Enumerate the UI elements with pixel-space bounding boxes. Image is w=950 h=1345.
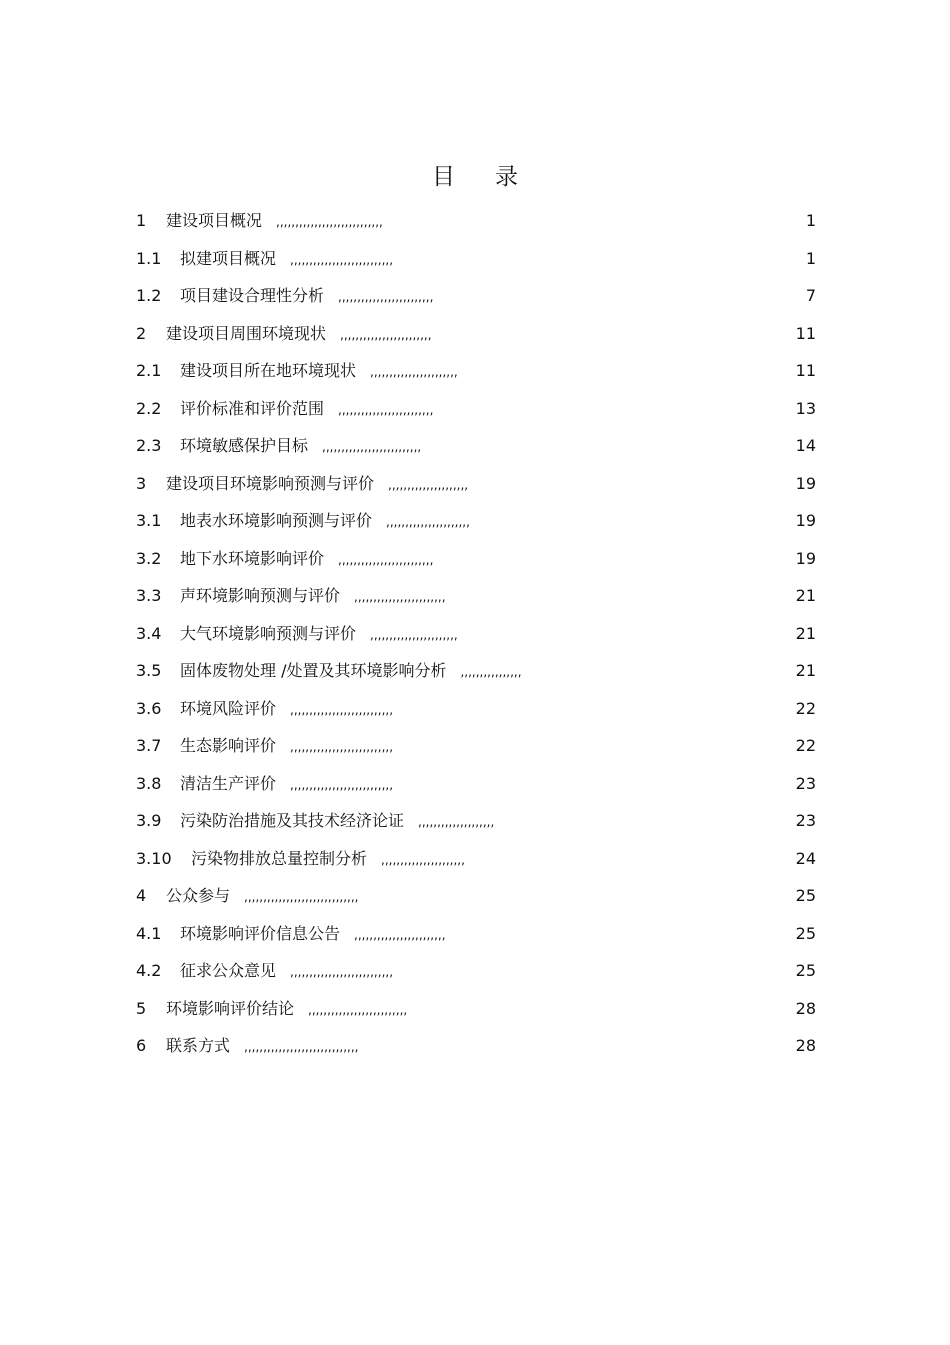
toc-entry-number: 3.9 [136, 811, 162, 830]
toc-list [0, 202, 950, 1065]
toc-entry-leader: ,,,,,,,,,,,,,,,,,,,,,,, [370, 627, 458, 642]
toc-entry-page: 19 [795, 548, 816, 568]
toc-entry-number: 3.7 [136, 736, 162, 755]
toc-entry-title: 声环境影响预测与评价 [180, 586, 341, 605]
toc-entry-leader: ,,,,,,,,,,,,,,,,,,,,,,,,,,, [290, 740, 394, 754]
toc-entry[interactable] [0, 540, 950, 578]
toc-entry[interactable] [0, 427, 950, 465]
toc-entry[interactable] [0, 802, 950, 840]
toc-entry-number: 3.2 [136, 548, 162, 568]
toc-entry[interactable] [0, 840, 950, 878]
toc-entry-page: 28 [795, 1036, 816, 1055]
toc-entry-leader: ,,,,,,,,,,,,,,,,,,,,,,,,,,, [290, 777, 394, 792]
toc-entry-title: 评价标准和评价范围 [180, 398, 325, 418]
toc-entry-title: 建设项目周围环境现状 [166, 323, 327, 343]
toc-entry-title: 建设项目所在地环境现状 [180, 361, 357, 380]
toc-entry[interactable] [0, 877, 950, 915]
toc-entry-leader: ,,,,,,,,,,,,,,,,,,,,, [388, 477, 469, 492]
toc-entry-page: 25 [795, 886, 816, 905]
toc-entry[interactable] [0, 277, 950, 315]
toc-entry-title: 污染物排放总量控制分析 [191, 848, 368, 868]
toc-entry-title: 大气环境影响预测与评价 [180, 623, 357, 643]
toc-entry-number: 3.10 [136, 848, 172, 868]
toc-entry-leader: ,,,,,,,,,,,,,,,,,,,,,,,,,,, [290, 252, 394, 267]
toc-entry-number: 4 [136, 886, 147, 905]
toc-entry[interactable] [0, 727, 950, 765]
toc-entry[interactable] [0, 352, 950, 390]
toc-entry-page: 21 [795, 623, 816, 643]
toc-entry-number: 2.3 [136, 436, 162, 455]
toc-heading-left: 目 [432, 164, 455, 190]
toc-entry-leader: ,,,,,,,,,,,,,,,,,,,,,,, [370, 365, 458, 379]
toc-entry[interactable] [0, 390, 950, 428]
toc-entry-page: 19 [795, 511, 816, 530]
toc-entry-page: 7 [805, 286, 816, 305]
toc-entry-title: 环境风险评价 [180, 698, 277, 718]
toc-entry-number: 3.3 [136, 586, 162, 605]
toc-entry-title: 地表水环境影响预测与评价 [180, 511, 373, 530]
toc-entry-leader: ,,,,,,,,,,,,,,,,,,,,,,,,,,, [290, 965, 394, 979]
toc-entry-title: 污染防治措施及其技术经济论证 [180, 811, 405, 830]
toc-entry-leader: ,,,,,,,,,,,,,,,,,,,,,,,,,,,, [276, 215, 383, 229]
toc-entry-page: 23 [795, 811, 816, 830]
toc-entry-title: 环境敏感保护目标 [180, 436, 309, 455]
toc-entry-page: 23 [795, 773, 816, 793]
toc-entry[interactable] [0, 577, 950, 615]
toc-entry[interactable] [0, 315, 950, 353]
toc-entry-title: 建设项目环境影响预测与评价 [166, 473, 375, 493]
toc-entry[interactable] [0, 690, 950, 728]
toc-entry-title: 建设项目概况 [166, 211, 263, 230]
toc-entry-title: 联系方式 [166, 1036, 231, 1055]
toc-entry-leader: ,,,,,,,,,,,,,,,, [460, 665, 522, 679]
toc-entry-page: 22 [795, 736, 816, 755]
toc-entry[interactable] [0, 1027, 950, 1065]
toc-entry-title: 清洁生产评价 [180, 773, 277, 793]
toc-entry[interactable] [0, 202, 950, 240]
toc-entry-number: 3.6 [136, 698, 162, 718]
toc-entry[interactable] [0, 990, 950, 1028]
toc-entry-leader: ,,,,,,,,,,,,,,,,,,,,,, [381, 852, 465, 867]
toc-entry-number: 5 [136, 998, 147, 1018]
toc-entry-page: 21 [795, 586, 816, 605]
toc-entry[interactable] [0, 765, 950, 803]
toc-entry-number: 2.1 [136, 361, 162, 380]
toc-entry-leader: ,,,,,,,,,,,,,,,,,,,,,,,,,,, [290, 702, 394, 717]
toc-entry-leader: ,,,,,,,,,,,,,,,,,,,,,,,, [354, 927, 446, 942]
toc-entry-title: 环境影响评价结论 [166, 998, 295, 1018]
toc-entry-leader: ,,,,,,,,,,,,,,,,,,,,,,,,, [338, 402, 434, 417]
toc-entry-page: 19 [795, 473, 816, 493]
toc-entry-leader: ,,,,,,,,,,,,,,,,,,,,,,,, [354, 590, 446, 604]
toc-entry-leader: ,,,,,,,,,,,,,,,,,,,,,,,,, [338, 290, 434, 304]
toc-entry[interactable] [0, 615, 950, 653]
toc-entry-number: 3.4 [136, 623, 162, 643]
toc-entry-leader: ,,,,,,,,,,,,,,,,,,,,,,,,,,,,,, [244, 1040, 359, 1054]
toc-entry-leader: ,,,,,,,,,,,,,,,,,,,,,,,,,, [322, 440, 422, 454]
toc-entry-number: 4.2 [136, 961, 162, 980]
toc-entry-number: 2.2 [136, 398, 162, 418]
toc-entry[interactable] [0, 240, 950, 278]
toc-entry-number: 3.5 [136, 661, 162, 680]
toc-entry-title: 征求公众意见 [180, 961, 277, 980]
toc-entry-title: 地下水环境影响评价 [180, 548, 325, 568]
toc-entry-page: 24 [795, 848, 816, 868]
toc-entry-page: 1 [805, 211, 816, 230]
toc-entry-page: 1 [805, 248, 816, 268]
toc-entry-page: 11 [795, 323, 816, 343]
toc-entry-title: 项目建设合理性分析 [180, 286, 325, 305]
toc-heading-right: 录 [495, 164, 518, 190]
toc-entry-leader: ,,,,,,,,,,,,,,,,,,,,,,,,,, [308, 1002, 408, 1017]
toc-entry[interactable] [0, 465, 950, 503]
toc-entry-number: 3 [136, 473, 147, 493]
toc-entry-number: 1 [136, 211, 147, 230]
toc-entry-number: 3.8 [136, 773, 162, 793]
toc-entry-page: 14 [795, 436, 816, 455]
toc-entry[interactable] [0, 952, 950, 990]
toc-entry-page: 25 [795, 923, 816, 943]
toc-entry[interactable] [0, 915, 950, 953]
toc-entry-number: 2 [136, 323, 147, 343]
toc-entry-title: 生态影响评价 [180, 736, 277, 755]
toc-entry-title: 环境影响评价信息公告 [180, 923, 341, 943]
toc-entry-leader: ,,,,,,,,,,,,,,,,,,,,,,,,, [338, 552, 434, 567]
toc-entry[interactable] [0, 502, 950, 540]
toc-heading [0, 158, 950, 191]
toc-entry-page: 28 [795, 998, 816, 1018]
toc-entry-number: 1.1 [136, 248, 162, 268]
toc-entry-title: 拟建项目概况 [180, 248, 277, 268]
toc-entry-number: 4.1 [136, 923, 162, 943]
toc-entry-leader: ,,,,,,,,,,,,,,,,,,,,,,,,,,,,,, [244, 890, 359, 904]
toc-entry-number: 3.1 [136, 511, 162, 530]
toc-entry-page: 11 [795, 361, 816, 380]
toc-entry-title: 固体废物处理 /处置及其环境影响分析 [180, 661, 447, 680]
toc-entry-number: 1.2 [136, 286, 162, 305]
toc-entry-page: 13 [795, 398, 816, 418]
toc-entry-leader: ,,,,,,,,,,,,,,,,,,,, [418, 815, 495, 829]
toc-entry-leader: ,,,,,,,,,,,,,,,,,,,,,,,, [340, 327, 432, 342]
toc-entry-title: 公众参与 [166, 886, 231, 905]
toc-entry-page: 21 [795, 661, 816, 680]
toc-entry[interactable] [0, 652, 950, 690]
toc-entry-number: 6 [136, 1036, 147, 1055]
toc-entry-page: 22 [795, 698, 816, 718]
toc-entry-leader: ,,,,,,,,,,,,,,,,,,,,,, [386, 515, 470, 529]
toc-entry-page: 25 [795, 961, 816, 980]
